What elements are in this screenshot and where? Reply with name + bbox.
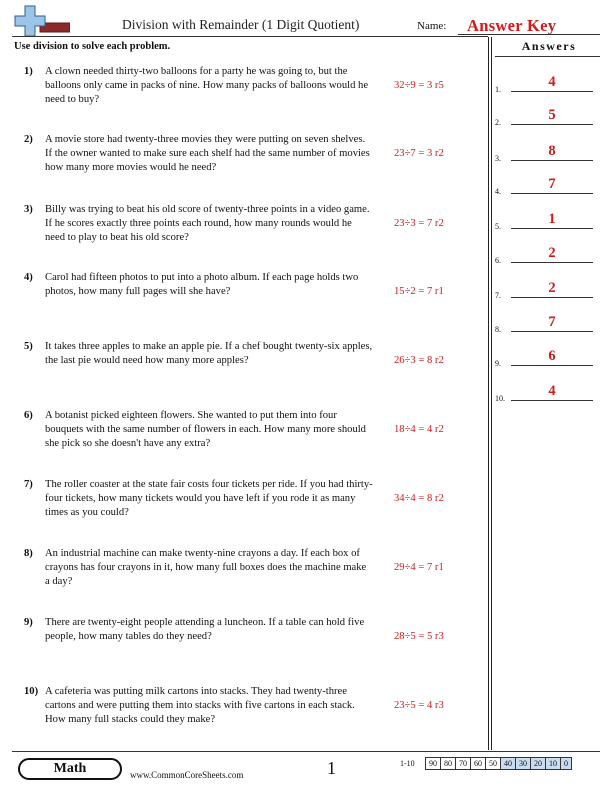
score-cell: 40 — [501, 758, 516, 770]
question-number: 5) — [24, 341, 33, 352]
answer-number: 2. — [495, 118, 501, 127]
question-text: A movie store had twenty-three movies they were putting on seven shelves. If the owner wanted to make sure each shelf had the same number of movies how many more movies would he need? — [45, 134, 370, 173]
answer-line — [511, 262, 593, 263]
answer-number: 1. — [495, 85, 501, 94]
website-text: www.CommonCoreSheets.com — [130, 770, 244, 780]
answer-line — [511, 91, 593, 92]
header-divider — [12, 36, 488, 37]
question-solution: 23÷3 = 7 r2 — [394, 218, 444, 229]
answer-line — [511, 193, 593, 194]
question-number: 9) — [24, 617, 33, 628]
answer-value: 7 — [548, 176, 556, 192]
answer-row — [495, 176, 605, 198]
question-solution: 23÷7 = 3 r2 — [394, 148, 444, 159]
score-cell: 80 — [441, 758, 456, 770]
answer-value: 2 — [548, 245, 556, 261]
question-number: 10) — [24, 686, 39, 697]
answer-value: 1 — [548, 211, 556, 227]
question-number: 6) — [24, 410, 33, 421]
answer-number: 7. — [495, 291, 501, 300]
question-solution: 15÷2 = 7 r1 — [394, 286, 444, 297]
answers-heading-underline — [495, 56, 600, 57]
question-text: A clown needed thirty-two balloons for a party he was going to, but the balloons only came in packs of nine. How many packs of balloons would he need to buy? — [45, 66, 369, 105]
footer-divider — [12, 751, 600, 752]
score-cell: 10 — [546, 758, 561, 770]
answer-value: 5 — [548, 107, 556, 123]
question-solution: 18÷4 = 4 r2 — [394, 424, 444, 435]
question-number: 4) — [24, 272, 33, 283]
score-cell: 20 — [531, 758, 546, 770]
answer-line — [511, 365, 593, 366]
answer-row — [495, 383, 605, 405]
score-cell: 30 — [516, 758, 531, 770]
answer-key-label: Answer Key — [467, 16, 557, 35]
question-solution: 34÷4 = 8 r2 — [394, 493, 444, 504]
answer-line — [511, 331, 593, 332]
answer-row — [495, 280, 605, 302]
question-text: Carol had fifteen photos to put into a photo album. If each page holds two photos, how many full pages will she have? — [45, 272, 359, 297]
answer-row — [495, 245, 605, 267]
answer-value: 4 — [548, 383, 556, 399]
question-text: It takes three apples to make an apple pie. If a chef bought twenty-six apples, the last pie would need how many more apples? — [45, 341, 373, 366]
answer-row — [495, 314, 605, 336]
question-number: 7) — [24, 479, 33, 490]
answer-number: 6. — [495, 256, 501, 265]
question-text: Billy was trying to beat his old score of twenty-three points in a video game. If he scores exactly three points each round, how many rounds would he need to play to beat his old score? — [45, 204, 370, 243]
question-number: 1) — [24, 66, 33, 77]
subject-badge: Math — [18, 758, 122, 780]
answer-row — [495, 211, 605, 233]
worksheet-title: Division with Remainder (1 Digit Quotient) — [122, 17, 360, 32]
score-table — [425, 757, 572, 770]
answer-line — [511, 160, 593, 161]
plus-logo-icon — [14, 4, 70, 40]
answer-value: 7 — [548, 314, 556, 330]
question-number: 3) — [24, 204, 33, 215]
question-solution: 28÷5 = 5 r3 — [394, 631, 444, 642]
question-text: A cafeteria was putting milk cartons into stacks. They had twenty-three cartons and were putting them into stacks with five cartons in each stack. How many full stacks could they make? — [45, 686, 355, 725]
score-cell: 90 — [426, 758, 441, 770]
answer-row — [495, 74, 605, 96]
question-text: There are twenty-eight people attending a luncheon. If a table can hold five people, how many tables do they need? — [45, 617, 365, 642]
answer-number: 9. — [495, 359, 501, 368]
score-cell: 60 — [471, 758, 486, 770]
question-number: 8) — [24, 548, 33, 559]
question-text: The roller coaster at the state fair costs four tickets per ride. If you had thirty-four tickets, how many tickets would you have left if you rode it as many times as you could? — [45, 479, 373, 518]
question-solution: 26÷3 = 8 r2 — [394, 355, 444, 366]
score-range-label: 1-10 — [400, 759, 415, 768]
name-line — [458, 34, 600, 35]
answer-value: 8 — [548, 143, 556, 159]
column-divider-right — [491, 37, 492, 750]
answer-number: 3. — [495, 154, 501, 163]
answer-row — [495, 348, 605, 370]
answer-value: 2 — [548, 280, 556, 296]
question-solution: 29÷4 = 7 r1 — [394, 562, 444, 573]
answer-value: 4 — [548, 74, 556, 90]
question-solution: 23÷5 = 4 r3 — [394, 700, 444, 711]
instruction-text: Use division to solve each problem. — [14, 41, 171, 52]
answer-number: 5. — [495, 222, 501, 231]
question-text: An industrial machine can make twenty-nine crayons a day. If each box of crayons has four crayons in it, how many full boxes does the machine make a day? — [45, 548, 367, 587]
answers-heading: Answers — [521, 39, 577, 53]
answer-line — [511, 124, 593, 125]
answer-row — [495, 143, 605, 165]
answer-number: 4. — [495, 187, 501, 196]
answer-number: 8. — [495, 325, 501, 334]
question-solution: 32÷9 = 3 r5 — [394, 80, 444, 91]
score-cell: 50 — [486, 758, 501, 770]
question-number: 2) — [24, 134, 33, 145]
answer-row — [495, 107, 605, 129]
score-cell: 0 — [561, 758, 572, 770]
answer-value: 6 — [548, 348, 556, 364]
answer-line — [511, 228, 593, 229]
name-label: Name: — [417, 20, 447, 32]
page-number: 1 — [327, 758, 336, 778]
score-cell: 70 — [456, 758, 471, 770]
answer-line — [511, 297, 593, 298]
answer-number: 10. — [495, 394, 505, 403]
column-divider-left — [488, 37, 489, 750]
question-text: A botanist picked eighteen flowers. She wanted to put them into four bouquets with the same number of flowers in each. How many more should she pick so she doesn't have any extra? — [45, 410, 366, 449]
answer-line — [511, 400, 593, 401]
